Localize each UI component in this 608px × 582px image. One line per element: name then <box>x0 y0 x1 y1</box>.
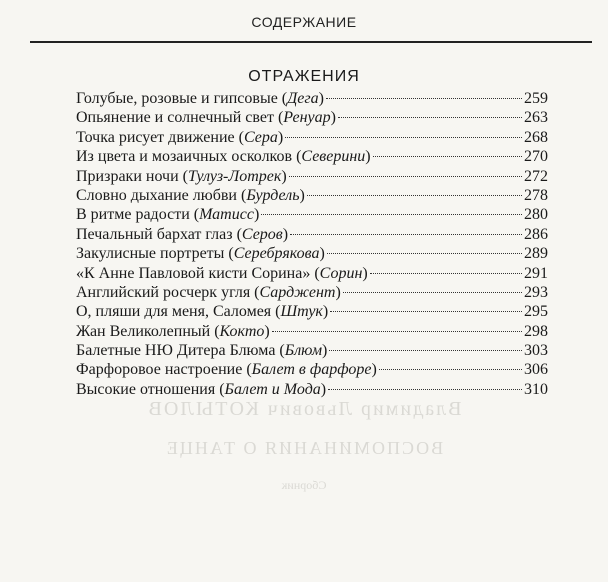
toc-entry-author: Балет в фарфоре <box>251 361 372 379</box>
toc-entry-title: Печальный бархат глаз <box>76 225 233 243</box>
bleed-through-title: ВОСПОМИНАНИЯ О ТАНЦЕ <box>164 438 444 458</box>
toc-entry-text: Балетные НЮ Дитера Блюма (Блюм) <box>76 342 328 360</box>
bleed-through-author: Владимир Львович КОТЫЛОВ <box>146 398 462 420</box>
header-rule <box>30 41 592 43</box>
toc-entry-title: Балетные НЮ Дитера Блюма <box>76 342 276 360</box>
toc-entry-title: Фарфоровое настроение <box>76 361 243 379</box>
toc-page-number: 291 <box>524 264 548 282</box>
toc-entry-author: Серебрякова <box>233 245 320 263</box>
toc-entry <box>76 302 548 321</box>
toc-entry-author: Северини <box>301 148 366 166</box>
toc-entry-author: Матисс <box>199 206 254 224</box>
toc-entry-text: Словно дыхание любви (Бурдель) <box>76 186 305 204</box>
toc-entry-author: Ренуар <box>283 109 331 127</box>
toc-entry-title: Жан Великолепный <box>76 322 211 340</box>
toc-entry-title: Голубые, розовые и гипсовые <box>76 90 278 107</box>
toc-page-number: 286 <box>524 225 548 243</box>
toc-page-number: 289 <box>524 245 548 263</box>
toc-entry-text: Печальный бархат глаз (Серов) <box>76 225 289 243</box>
toc-entry <box>76 108 548 127</box>
toc-entry-text: Опьянение и солнечный свет (Ренуар) <box>76 109 336 127</box>
toc-entry-author: Штук <box>280 303 323 321</box>
toc-entry <box>76 283 548 302</box>
toc-page-number: 293 <box>524 283 548 301</box>
toc-page-number: 310 <box>524 380 548 398</box>
dot-leader <box>272 330 522 332</box>
toc-page-number: 278 <box>524 186 548 204</box>
toc-page-number: 295 <box>524 303 548 321</box>
toc-page-number: 263 <box>524 109 548 127</box>
dot-leader <box>373 155 522 157</box>
toc-entry <box>76 225 548 244</box>
toc-entry-text: Голубые, розовые и гипсовые (Дега) <box>76 90 324 107</box>
toc-entry <box>76 186 548 205</box>
dot-leader <box>261 213 522 215</box>
toc-entry-text: О, пляши для меня, Саломея (Штук) <box>76 303 329 321</box>
dot-leader <box>326 97 522 99</box>
toc-entry-author: Сера <box>243 128 278 146</box>
dot-leader <box>370 272 522 274</box>
toc-entry-title: Призраки ночи <box>76 167 179 185</box>
toc-page-number: 272 <box>524 167 548 185</box>
dot-leader <box>327 252 522 254</box>
dot-leader <box>290 233 522 235</box>
toc-entry-text: Призраки ночи (Тулуз-Лотрек) <box>76 167 287 185</box>
toc-entry <box>76 360 548 379</box>
toc-entry-title: Опьянение и солнечный свет <box>76 109 274 127</box>
toc-entry-author: Тулуз-Лотрек <box>187 167 282 185</box>
bleed-through-subtitle: Сборник <box>281 478 327 492</box>
toc-page-number: 303 <box>524 342 548 360</box>
toc-entry-title: Из цвета и мозаичных осколков <box>76 148 293 166</box>
toc-entry-text: Из цвета и мозаичных осколков (Северини) <box>76 148 371 166</box>
toc-page-number: 259 <box>524 90 548 107</box>
dot-leader <box>289 175 522 177</box>
toc-entry <box>76 89 548 108</box>
toc-entry-text: Английский росчерк угля (Сарджент) <box>76 283 341 301</box>
toc-entry-text: Фарфоровое настроение (Балет в фарфоре) <box>76 361 377 379</box>
toc-entry-author: Сорин <box>319 264 363 282</box>
dot-leader <box>329 349 522 351</box>
dot-leader <box>328 388 522 390</box>
toc-entry <box>76 205 548 224</box>
dot-leader <box>307 194 522 196</box>
toc-entry-title: Высокие отношения <box>76 380 216 398</box>
toc-entry-text: Закулисные портреты (Серебрякова) <box>76 245 325 263</box>
dot-leader <box>343 291 522 293</box>
toc-entry-author: Кокто <box>219 322 265 340</box>
toc-entry-author: Бурдель <box>246 186 300 204</box>
dot-leader <box>330 310 522 312</box>
toc-entry <box>76 147 548 166</box>
toc-entry-text: Точка рисует движение (Сера) <box>76 128 284 146</box>
toc-page-number: 268 <box>524 128 548 146</box>
toc-entry-author: Балет и Мода <box>224 380 321 398</box>
toc-entry-author: Блюм <box>284 342 323 360</box>
toc-page-number: 298 <box>524 322 548 340</box>
toc-entry-title: Словно дыхание любви <box>76 186 237 204</box>
table-of-contents <box>76 89 548 399</box>
toc-entry <box>76 167 548 186</box>
toc-entry <box>76 128 548 147</box>
toc-entry-title: Английский росчерк угля <box>76 283 251 301</box>
toc-entry-title: О, пляши для меня, Саломея <box>76 303 272 321</box>
toc-entry-text: В ритме радости (Матисс) <box>76 206 260 224</box>
toc-page-number: 280 <box>524 206 548 224</box>
dot-leader <box>285 136 522 138</box>
toc-entry-title: «К Анне Павловой кисти Сорина» <box>76 264 311 282</box>
toc-entry-author: Сарджент <box>259 283 336 301</box>
toc-entry-title: Закулисные портреты <box>76 245 225 263</box>
toc-entry-author: Серов <box>241 225 283 243</box>
toc-entry-text: «К Анне Павловой кисти Сорина» (Сорин) <box>76 264 368 282</box>
toc-entry <box>76 322 548 341</box>
toc-entry <box>76 341 548 360</box>
toc-entry-text: Высокие отношения (Балет и Мода) <box>76 380 327 398</box>
dot-leader <box>338 116 522 118</box>
toc-page-number: 306 <box>524 361 548 379</box>
toc-entry-author: Дега <box>287 90 319 107</box>
toc-entry-title: Точка рисует движение <box>76 128 235 146</box>
toc-entry <box>76 380 548 399</box>
toc-entry-title: В ритме радости <box>76 206 190 224</box>
toc-entry-text: Жан Великолепный (Кокто) <box>76 322 270 340</box>
toc-entry <box>76 244 548 263</box>
running-head: СОДЕРЖАНИЕ <box>251 14 357 30</box>
section-title: ОТРАЖЕНИЯ <box>248 68 360 85</box>
toc-entry <box>76 264 548 283</box>
toc-page-number: 270 <box>524 148 548 166</box>
dot-leader <box>379 368 522 370</box>
